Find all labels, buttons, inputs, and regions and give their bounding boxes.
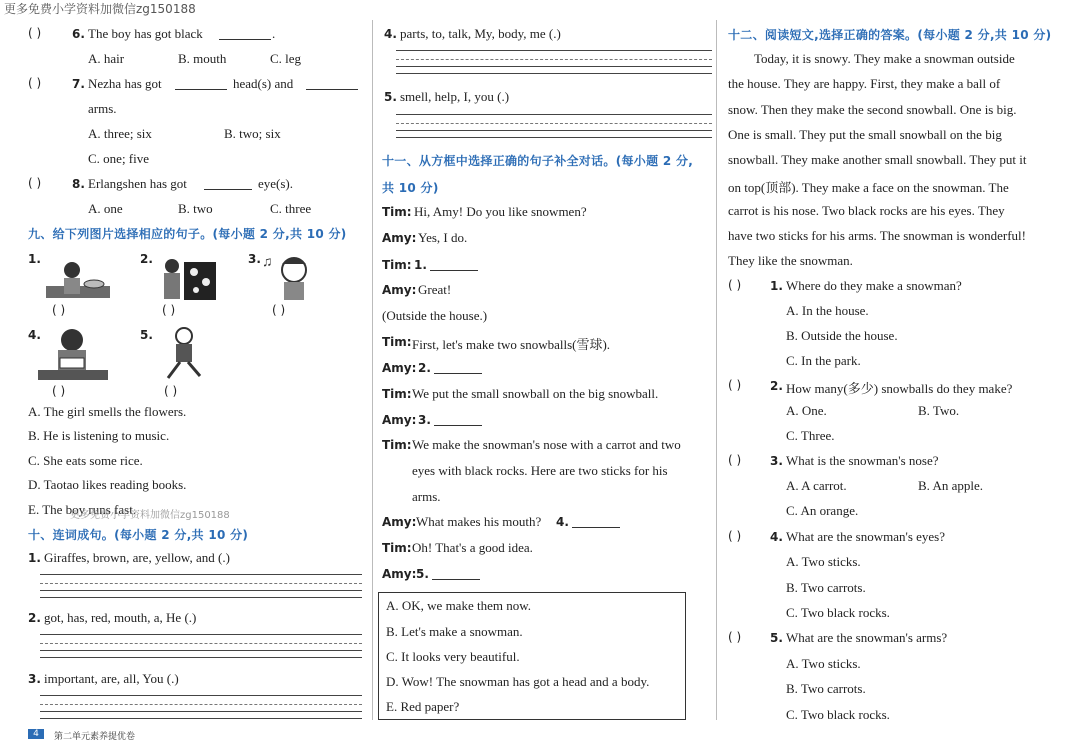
girl-smelling-flowers-picture xyxy=(154,256,218,304)
box-option: A. OK, we make them now. xyxy=(386,598,532,613)
writing-line xyxy=(40,711,362,712)
speaker: Tim: xyxy=(382,258,412,272)
section-9-heading: 九、给下列图片选择相应的句子。(每小题 2 分,共 10 分) xyxy=(28,227,347,241)
answer-paren[interactable]: ( ) xyxy=(162,303,176,317)
question-text: What are the snowman's eyes? xyxy=(786,529,946,544)
option-c: C. one; five xyxy=(88,151,150,166)
watermark-text: 更多免费小学资料加微信zg150188 xyxy=(70,510,230,521)
picture-number: 3. xyxy=(248,252,261,266)
option-b: B. An apple. xyxy=(918,478,983,493)
passage-line: have two sticks for his arms. The snowman is wonderful! xyxy=(728,228,1026,243)
question-text: What is the snowman's nose? xyxy=(786,453,939,468)
option-c: C. three xyxy=(270,201,312,216)
writing-line xyxy=(40,583,362,584)
question-text: Nezha has got xyxy=(88,76,162,91)
passage-line: One is small. They put the small snowball on the big xyxy=(728,127,1002,142)
option-c: C. Two black rocks. xyxy=(786,707,890,722)
speaker: Tim: xyxy=(382,335,412,349)
blank-number: 4. xyxy=(556,515,569,529)
passage-line: carrot is his nose. Two black rocks are his eyes. They xyxy=(728,203,1005,218)
answer-paren[interactable]: ( ) xyxy=(728,529,742,543)
passage-line: Today, it is snowy. They make a snowman outside xyxy=(754,51,1015,66)
dialog-line: Hi, Amy! Do you like snowmen? xyxy=(414,204,587,219)
answer-paren[interactable]: ( ) xyxy=(164,384,178,398)
question-number: 7. xyxy=(72,77,85,91)
option-c: C. Three. xyxy=(786,428,835,443)
speaker: Amy: xyxy=(382,567,417,581)
option-b: B. Outside the house. xyxy=(786,328,898,343)
sentence-option: B. He is listening to music. xyxy=(28,428,170,443)
dialog-line: We put the small snowball on the big snowball. xyxy=(412,386,659,401)
speaker: Tim: xyxy=(382,541,412,555)
question-text: Where do they make a snowman? xyxy=(786,278,962,293)
blank-number: 2. xyxy=(418,361,431,375)
option-b: B. Two carrots. xyxy=(786,580,866,595)
answer-blank[interactable] xyxy=(306,77,358,90)
svg-text:♫: ♫ xyxy=(262,255,273,270)
question-number: 2. xyxy=(28,611,41,625)
option-c: C. In the park. xyxy=(786,353,861,368)
question-text: Giraffes, brown, are, yellow, and (.) xyxy=(44,550,230,565)
question-number: 3. xyxy=(770,454,783,468)
writing-line xyxy=(40,704,362,705)
question-number: 8. xyxy=(72,177,85,191)
question-text: The boy has got black xyxy=(88,26,203,41)
question-text: smell, help, I, you (.) xyxy=(400,89,510,104)
answer-blank[interactable] xyxy=(175,77,227,90)
question-number: 3. xyxy=(28,672,41,686)
section-11-heading-cont: 共 10 分) xyxy=(382,181,439,195)
dialog-line: eyes with black rocks. Here are two sticks for his xyxy=(412,463,668,478)
writing-line xyxy=(396,130,712,131)
speaker: Tim: xyxy=(382,205,412,219)
speaker: Amy: xyxy=(382,361,417,375)
answer-paren[interactable]: ( ) xyxy=(728,278,742,292)
question-text: got, has, red, mouth, a, He (.) xyxy=(44,610,197,625)
writing-line[interactable] xyxy=(396,50,712,51)
question-number: 5. xyxy=(384,90,397,104)
question-number: 4. xyxy=(384,27,397,41)
writing-line xyxy=(396,123,712,124)
writing-line[interactable] xyxy=(40,574,362,575)
option-a: A. one xyxy=(88,201,123,216)
writing-line xyxy=(396,73,712,74)
column-divider xyxy=(716,20,717,720)
passage-line: They like the snowman. xyxy=(728,253,853,268)
question-text: Erlangshen has got xyxy=(88,176,187,191)
answer-blank[interactable] xyxy=(434,413,482,426)
option-b: B. Two. xyxy=(918,403,960,418)
boy-running-picture xyxy=(158,326,208,382)
passage-line: the house. They are happy. First, they make a ball of xyxy=(728,76,1001,91)
dialog-line: Great! xyxy=(418,282,452,297)
writing-line[interactable] xyxy=(40,634,362,635)
question-number: 5. xyxy=(770,631,783,645)
writing-line xyxy=(40,657,362,658)
option-c: C. Two black rocks. xyxy=(786,605,890,620)
answer-blank[interactable] xyxy=(432,567,480,580)
question-text-2: head(s) and xyxy=(233,76,294,91)
option-a: A. A carrot. xyxy=(786,478,847,493)
dialog-line: We make the snowman's nose with a carrot and two xyxy=(412,437,681,452)
answer-paren[interactable]: ( ) xyxy=(28,176,42,190)
passage-line: on top(顶部). They make a face on the snowman. The xyxy=(728,180,1009,195)
writing-line xyxy=(396,59,712,60)
blank-number: 3. xyxy=(418,413,431,427)
option-a: A. One. xyxy=(786,403,827,418)
option-b: B. two; six xyxy=(224,126,281,141)
box-option: E. Red paper? xyxy=(386,699,460,714)
speaker: Amy: xyxy=(382,515,417,529)
option-a: A. Two sticks. xyxy=(786,656,861,671)
answer-paren[interactable]: ( ) xyxy=(272,303,286,317)
answer-blank[interactable] xyxy=(430,258,478,271)
writing-line xyxy=(40,643,362,644)
blank-number: 5. xyxy=(416,567,429,581)
option-c: C. An orange. xyxy=(786,503,859,518)
girl-eating-rice-picture xyxy=(46,256,110,304)
question-text: What are the snowman's arms? xyxy=(786,630,948,645)
question-number: 1. xyxy=(28,551,41,565)
boy-reading-book-picture xyxy=(38,326,108,382)
answer-paren[interactable]: ( ) xyxy=(28,26,42,40)
speaker: Tim: xyxy=(382,387,412,401)
answer-paren[interactable]: ( ) xyxy=(28,76,42,90)
answer-blank[interactable] xyxy=(434,361,482,374)
sentence-option: D. Taotao likes reading books. xyxy=(28,477,187,492)
option-b: B. mouth xyxy=(178,51,227,66)
picture-number: 1. xyxy=(28,252,41,266)
answer-blank[interactable] xyxy=(219,27,271,40)
speaker: Amy: xyxy=(382,283,417,297)
question-number: 1. xyxy=(770,279,783,293)
dialog-line: What makes his mouth? xyxy=(416,514,542,529)
dialog-line: Yes, I do. xyxy=(418,230,468,245)
box-option: D. Wow! The snowman has got a head and a body. xyxy=(386,674,650,689)
option-a: A. In the house. xyxy=(786,303,869,318)
option-b: B. Two carrots. xyxy=(786,681,866,696)
answer-paren[interactable]: ( ) xyxy=(728,378,742,392)
sentence-option: A. The girl smells the flowers. xyxy=(28,404,187,419)
question-text-2: eye(s). xyxy=(258,176,294,191)
answer-blank[interactable] xyxy=(572,515,620,528)
speaker: Amy: xyxy=(382,413,417,427)
picture-number: 5. xyxy=(140,328,153,342)
option-c: C. leg xyxy=(270,51,302,66)
writing-line xyxy=(40,718,362,719)
picture-number: 4. xyxy=(28,328,41,342)
answer-paren[interactable]: ( ) xyxy=(728,453,742,467)
question-number: 2. xyxy=(770,379,783,393)
writing-line[interactable] xyxy=(40,695,362,696)
speaker: Amy: xyxy=(382,231,417,245)
option-a: A. three; six xyxy=(88,126,152,141)
question-text-3: arms. xyxy=(88,101,117,116)
dialog-line: First, let's make two snowballs(雪球). xyxy=(412,337,611,352)
blank-number: 1. xyxy=(414,258,427,272)
box-option: C. It looks very beautiful. xyxy=(386,649,520,664)
boy-listening-music-picture xyxy=(262,252,322,302)
question-text: How many(多少) snowballs do they make? xyxy=(786,381,1013,396)
sentence-option: E. The boy runs fast. xyxy=(28,502,137,517)
footer-text: 第二单元素养提优卷 xyxy=(54,732,136,742)
sentence-option: C. She eats some rice. xyxy=(28,453,143,468)
section-11-heading: 十一、从方框中选择正确的句子补全对话。(每小题 2 分, xyxy=(382,154,694,168)
passage-line: snow. Then they make the second snowball. One is big. xyxy=(728,102,1017,117)
page-number: 4 xyxy=(28,729,44,739)
writing-line xyxy=(40,597,362,598)
answer-blank[interactable] xyxy=(204,177,252,190)
dialog-stage-direction: (Outside the house.) xyxy=(382,308,488,323)
column-divider xyxy=(372,20,373,720)
section-10-heading: 十、连词成句。(每小题 2 分,共 10 分) xyxy=(28,528,249,542)
answer-paren[interactable]: ( ) xyxy=(52,303,66,317)
writing-line xyxy=(40,590,362,591)
dialog-line: Oh! That's a good idea. xyxy=(412,540,533,555)
question-number: 6. xyxy=(72,27,85,41)
question-text: important, are, all, You (.) xyxy=(44,671,179,686)
box-option: B. Let's make a snowman. xyxy=(386,624,523,639)
answer-paren[interactable]: ( ) xyxy=(52,384,66,398)
watermark-text: 更多免费小学资料加微信zg150188 xyxy=(4,2,196,16)
picture-number: 2. xyxy=(140,252,153,266)
writing-line[interactable] xyxy=(396,114,712,115)
question-end: . xyxy=(272,26,276,41)
option-a: A. Two sticks. xyxy=(786,554,861,569)
passage-line: snowball. They make another small snowball. They put it xyxy=(728,152,1027,167)
option-a: A. hair xyxy=(88,51,125,66)
writing-line xyxy=(396,66,712,67)
section-12-heading: 十二、阅读短文,选择正确的答案。(每小题 2 分,共 10 分) xyxy=(728,28,1052,42)
question-number: 4. xyxy=(770,530,783,544)
option-b: B. two xyxy=(178,201,213,216)
speaker: Tim: xyxy=(382,438,412,452)
dialog-line: arms. xyxy=(412,489,441,504)
question-text: parts, to, talk, My, body, me (.) xyxy=(400,26,561,41)
writing-line xyxy=(396,137,712,138)
writing-line xyxy=(40,650,362,651)
answer-paren[interactable]: ( ) xyxy=(728,630,742,644)
